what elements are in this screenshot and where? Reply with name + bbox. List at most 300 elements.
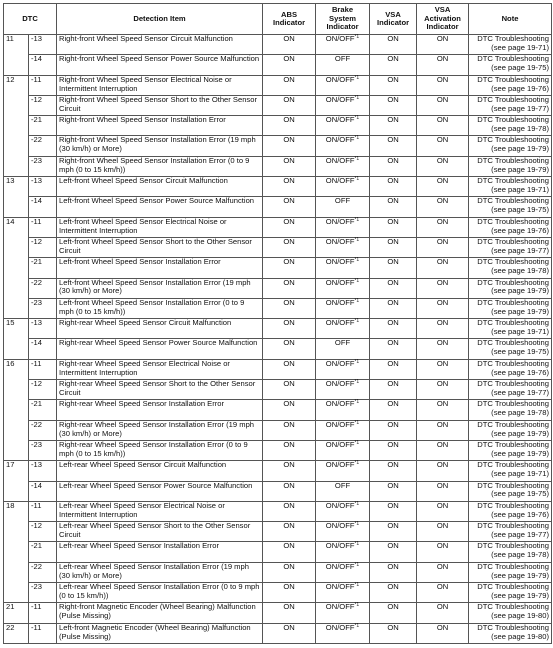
brake-indicator-cell (316, 583, 370, 603)
dtc-sub-code: -11 (29, 603, 57, 623)
footnote-marker: *1 (354, 419, 360, 426)
vsa-indicator-value: ON (370, 258, 417, 278)
footnote-marker: *1 (354, 500, 360, 507)
detection-item: Left-rear Wheel Speed Sensor Electrical Noise or Intermittent Interruption (57, 501, 263, 521)
brake-indicator-cell (316, 319, 370, 339)
vsa-indicator-value: ON (370, 522, 417, 542)
abs-indicator-value: ON (263, 95, 316, 115)
vsa-activation-indicator-value: ON (417, 339, 469, 359)
abs-indicator-value: ON (263, 319, 316, 339)
abs-indicator-value: ON (263, 136, 316, 156)
table-row (4, 35, 552, 55)
vsa-indicator-value: ON (370, 136, 417, 156)
brake-indicator-value: ON/OFF (325, 257, 355, 267)
footnote-marker: *1 (354, 297, 360, 304)
abs-indicator-value: ON (263, 583, 316, 603)
dtc-main-code: 21 (4, 603, 29, 623)
brake-indicator-value: ON/OFF (325, 94, 355, 104)
detection-item: Right-front Wheel Speed Sensor Installation Error (19 mph (30 km/h) or More) (57, 136, 263, 156)
brake-indicator-cell (316, 217, 370, 237)
detection-item: Right-rear Wheel Speed Sensor Power Source Malfunction (57, 339, 263, 359)
vsa-activation-indicator-value: ON (417, 420, 469, 440)
table-row (4, 522, 552, 542)
brake-indicator-value: ON/OFF (325, 419, 355, 429)
abs-indicator-value: ON (263, 156, 316, 176)
table-row (4, 583, 552, 603)
footnote-marker: *1 (354, 257, 360, 264)
vsa-indicator-value: ON (370, 35, 417, 55)
table-row (4, 380, 552, 400)
brake-indicator-cell (316, 461, 370, 481)
brake-indicator-value: ON/OFF (325, 358, 355, 368)
footnote-marker: *1 (354, 277, 360, 284)
table-row (4, 116, 552, 136)
dtc-sub-code: -13 (29, 461, 57, 481)
dtc-sub-code: -11 (29, 359, 57, 379)
note-link: DTC Troubleshooting (see page 19-78) (469, 542, 552, 562)
brake-indicator-cell (316, 603, 370, 623)
footnote-marker: *1 (354, 602, 360, 609)
brake-indicator-value: ON/OFF (325, 34, 355, 43)
brake-indicator-cell (316, 156, 370, 176)
vsa-activation-indicator-value: ON (417, 258, 469, 278)
table-row (4, 461, 552, 481)
detection-item: Right-rear Wheel Speed Sensor Installation Error (57, 400, 263, 420)
abs-indicator-value: ON (263, 197, 316, 217)
note-link: DTC Troubleshooting (see page 19-75) (469, 197, 552, 217)
footnote-marker: *1 (354, 135, 360, 142)
note-link: DTC Troubleshooting (see page 19-80) (469, 623, 552, 643)
footnote-marker: *1 (354, 541, 360, 548)
dtc-sub-code: -14 (29, 197, 57, 217)
note-link: DTC Troubleshooting (see page 19-78) (469, 400, 552, 420)
note-link: DTC Troubleshooting (see page 19-79) (469, 278, 552, 298)
note-link: DTC Troubleshooting (see page 19-71) (469, 177, 552, 197)
brake-indicator-cell (316, 623, 370, 643)
vsa-activation-indicator-value: ON (417, 278, 469, 298)
dtc-main-code: 12 (4, 75, 29, 176)
brake-indicator-value: ON/OFF (325, 521, 355, 531)
table-row (4, 562, 552, 582)
vsa-indicator-value: ON (370, 55, 417, 75)
brake-indicator-value: ON/OFF (325, 602, 355, 612)
vsa-activation-indicator-value: ON (417, 440, 469, 460)
dtc-main-code: 13 (4, 177, 29, 218)
brake-indicator-value: ON/OFF (325, 318, 355, 328)
brake-indicator-cell (316, 116, 370, 136)
header-dtc: DTC (4, 4, 57, 35)
note-link: DTC Troubleshooting (see page 19-79) (469, 156, 552, 176)
table-row (4, 501, 552, 521)
note-link: DTC Troubleshooting (see page 19-76) (469, 217, 552, 237)
table-row (4, 481, 552, 501)
vsa-activation-indicator-value: ON (417, 177, 469, 197)
dtc-sub-code: -22 (29, 420, 57, 440)
brake-indicator-value: ON/OFF (325, 115, 355, 125)
detection-item: Left-rear Wheel Speed Sensor Power Source Malfunction (57, 481, 263, 501)
dtc-sub-code: -12 (29, 237, 57, 257)
vsa-indicator-value: ON (370, 75, 417, 95)
vsa-indicator-value: ON (370, 461, 417, 481)
table-row (4, 603, 552, 623)
brake-indicator-value: ON/OFF (325, 176, 355, 186)
brake-indicator-cell (316, 258, 370, 278)
footnote-marker: *1 (354, 460, 360, 467)
brake-indicator-cell (316, 95, 370, 115)
vsa-activation-indicator-value: ON (417, 359, 469, 379)
table-row (4, 258, 552, 278)
brake-indicator-cell (316, 298, 370, 318)
dtc-sub-code: -11 (29, 623, 57, 643)
abs-indicator-value: ON (263, 298, 316, 318)
dtc-sub-code: -12 (29, 380, 57, 400)
dtc-main-code: 11 (4, 35, 29, 76)
dtc-main-code: 16 (4, 359, 29, 460)
dtc-sub-code: -13 (29, 319, 57, 339)
note-link: DTC Troubleshooting (see page 19-71) (469, 319, 552, 339)
vsa-activation-indicator-value: ON (417, 217, 469, 237)
dtc-sub-code: -23 (29, 298, 57, 318)
brake-indicator-value: ON/OFF (325, 460, 355, 470)
brake-indicator-cell (316, 339, 370, 359)
vsa-indicator-value: ON (370, 400, 417, 420)
note-link: DTC Troubleshooting (see page 19-78) (469, 116, 552, 136)
brake-indicator-cell (316, 197, 370, 217)
note-link: DTC Troubleshooting (see page 19-78) (469, 258, 552, 278)
abs-indicator-value: ON (263, 217, 316, 237)
vsa-activation-indicator-value: ON (417, 400, 469, 420)
table-row (4, 217, 552, 237)
vsa-activation-indicator-value: ON (417, 156, 469, 176)
vsa-indicator-value: ON (370, 481, 417, 501)
table-row (4, 298, 552, 318)
detection-item: Left-front Wheel Speed Sensor Power Source Malfunction (57, 197, 263, 217)
brake-indicator-value: ON/OFF (325, 541, 355, 551)
vsa-indicator-value: ON (370, 380, 417, 400)
dtc-sub-code: -21 (29, 116, 57, 136)
brake-indicator-value: OFF (334, 196, 351, 206)
detection-item: Left-front Wheel Speed Sensor Installation Error (19 mph (30 km/h) or More) (57, 278, 263, 298)
detection-item: Left-front Wheel Speed Sensor Installation Error (0 to 9 mph (0 to 15 km/h)) (57, 298, 263, 318)
header-vsa-indicator: VSA Indicator (370, 4, 417, 35)
note-link: DTC Troubleshooting (see page 19-77) (469, 522, 552, 542)
brake-indicator-cell (316, 35, 370, 55)
table-row (4, 420, 552, 440)
dtc-sub-code: -11 (29, 501, 57, 521)
vsa-indicator-value: ON (370, 623, 417, 643)
brake-indicator-cell (316, 55, 370, 75)
note-link: DTC Troubleshooting (see page 19-76) (469, 75, 552, 95)
note-link: DTC Troubleshooting (see page 19-79) (469, 298, 552, 318)
note-link: DTC Troubleshooting (see page 19-76) (469, 501, 552, 521)
vsa-indicator-value: ON (370, 116, 417, 136)
brake-indicator-value: ON/OFF (325, 216, 355, 226)
abs-indicator-value: ON (263, 359, 316, 379)
brake-indicator-cell (316, 278, 370, 298)
table-row (4, 156, 552, 176)
vsa-indicator-value: ON (370, 95, 417, 115)
abs-indicator-value: ON (263, 603, 316, 623)
brake-indicator-cell (316, 400, 370, 420)
dtc-sub-code: -23 (29, 583, 57, 603)
brake-indicator-value: ON/OFF (325, 561, 355, 571)
note-link: DTC Troubleshooting (see page 19-77) (469, 95, 552, 115)
footnote-marker: *1 (354, 34, 360, 40)
header-vsa-activation-indicator: VSA Activation Indicator (417, 4, 469, 35)
vsa-activation-indicator-value: ON (417, 583, 469, 603)
header-abs-indicator: ABS Indicator (263, 4, 316, 35)
note-link: DTC Troubleshooting (see page 19-76) (469, 359, 552, 379)
abs-indicator-value: ON (263, 542, 316, 562)
brake-indicator-value: ON/OFF (325, 379, 355, 389)
detection-item: Left-rear Wheel Speed Sensor Short to the Other Sensor Circuit (57, 522, 263, 542)
abs-indicator-value: ON (263, 75, 316, 95)
vsa-activation-indicator-value: ON (417, 461, 469, 481)
brake-indicator-value: ON/OFF (325, 582, 355, 592)
vsa-indicator-value: ON (370, 562, 417, 582)
footnote-marker: *1 (354, 236, 360, 243)
vsa-activation-indicator-value: ON (417, 562, 469, 582)
vsa-indicator-value: ON (370, 197, 417, 217)
note-link: DTC Troubleshooting (see page 19-79) (469, 562, 552, 582)
dtc-sub-code: -21 (29, 258, 57, 278)
dtc-sub-code: -22 (29, 562, 57, 582)
header-brake-system-indicator: Brake System Indicator (316, 4, 370, 35)
table-row (4, 623, 552, 643)
note-link: DTC Troubleshooting (see page 19-71) (469, 461, 552, 481)
brake-indicator-cell (316, 481, 370, 501)
abs-indicator-value: ON (263, 461, 316, 481)
dtc-sub-code: -11 (29, 217, 57, 237)
vsa-indicator-value: ON (370, 278, 417, 298)
abs-indicator-value: ON (263, 400, 316, 420)
detection-item: Right-front Wheel Speed Sensor Installation Error (0 to 9 mph (0 to 15 km/h)) (57, 156, 263, 176)
dtc-table (3, 3, 552, 644)
vsa-indicator-value: ON (370, 217, 417, 237)
brake-indicator-cell (316, 501, 370, 521)
detection-item: Left-rear Wheel Speed Sensor Circuit Malfunction (57, 461, 263, 481)
dtc-sub-code: -13 (29, 35, 57, 55)
detection-item: Right-rear Wheel Speed Sensor Short to the Other Sensor Circuit (57, 380, 263, 400)
dtc-sub-code: -12 (29, 522, 57, 542)
note-link: DTC Troubleshooting (see page 19-75) (469, 339, 552, 359)
dtc-sub-code: -14 (29, 55, 57, 75)
table-row (4, 197, 552, 217)
vsa-indicator-value: ON (370, 583, 417, 603)
vsa-indicator-value: ON (370, 339, 417, 359)
vsa-indicator-value: ON (370, 319, 417, 339)
footnote-marker: *1 (354, 399, 360, 406)
dtc-main-code: 22 (4, 623, 29, 643)
detection-item: Right-front Wheel Speed Sensor Electrical Noise or Intermittent Interruption (57, 75, 263, 95)
header-note: Note (469, 4, 552, 35)
table-row (4, 136, 552, 156)
table-row (4, 339, 552, 359)
dtc-sub-code: -12 (29, 95, 57, 115)
brake-indicator-value: ON/OFF (325, 135, 355, 145)
brake-indicator-cell (316, 562, 370, 582)
dtc-sub-code: -23 (29, 440, 57, 460)
detection-item: Left-rear Wheel Speed Sensor Installation Error (19 mph (30 km/h) or More) (57, 562, 263, 582)
abs-indicator-value: ON (263, 35, 316, 55)
brake-indicator-value: ON/OFF (325, 74, 355, 84)
detection-item: Right-front Wheel Speed Sensor Short to the Other Sensor Circuit (57, 95, 263, 115)
detection-item: Left-front Wheel Speed Sensor Electrical Noise or Intermittent Interruption (57, 217, 263, 237)
detection-item: Right-front Wheel Speed Sensor Circuit Malfunction (57, 35, 263, 55)
vsa-activation-indicator-value: ON (417, 522, 469, 542)
table-row (4, 278, 552, 298)
vsa-activation-indicator-value: ON (417, 542, 469, 562)
table-row (4, 359, 552, 379)
abs-indicator-value: ON (263, 278, 316, 298)
abs-indicator-value: ON (263, 522, 316, 542)
brake-indicator-cell (316, 359, 370, 379)
note-link: DTC Troubleshooting (see page 19-79) (469, 136, 552, 156)
vsa-activation-indicator-value: ON (417, 95, 469, 115)
dtc-table-body (4, 35, 552, 644)
abs-indicator-value: ON (263, 339, 316, 359)
brake-indicator-value: OFF (334, 480, 351, 490)
vsa-activation-indicator-value: ON (417, 623, 469, 643)
brake-indicator-cell (316, 542, 370, 562)
dtc-sub-code: -13 (29, 177, 57, 197)
brake-indicator-cell (316, 177, 370, 197)
table-row (4, 400, 552, 420)
vsa-indicator-value: ON (370, 603, 417, 623)
table-row (4, 75, 552, 95)
brake-indicator-value: ON/OFF (325, 439, 355, 449)
footnote-marker: *1 (354, 155, 360, 162)
table-row (4, 237, 552, 257)
detection-item: Right-front Wheel Speed Sensor Installation Error (57, 116, 263, 136)
vsa-indicator-value: ON (370, 359, 417, 379)
brake-indicator-value: ON/OFF (325, 622, 355, 632)
vsa-indicator-value: ON (370, 440, 417, 460)
brake-indicator-value: ON/OFF (325, 500, 355, 510)
dtc-main-code: 18 (4, 501, 29, 602)
dtc-sub-code: -21 (29, 400, 57, 420)
detection-item: Left-front Wheel Speed Sensor Short to the Other Sensor Circuit (57, 237, 263, 257)
dtc-sub-code: -22 (29, 278, 57, 298)
dtc-sub-code: -14 (29, 339, 57, 359)
brake-indicator-cell (316, 420, 370, 440)
footnote-marker: *1 (354, 94, 360, 101)
table-row (4, 55, 552, 75)
note-link: DTC Troubleshooting (see page 19-79) (469, 583, 552, 603)
footnote-marker: *1 (354, 379, 360, 386)
note-link: DTC Troubleshooting (see page 19-75) (469, 55, 552, 75)
table-row (4, 319, 552, 339)
table-row (4, 177, 552, 197)
vsa-activation-indicator-value: ON (417, 501, 469, 521)
footnote-marker: *1 (354, 216, 360, 223)
abs-indicator-value: ON (263, 380, 316, 400)
abs-indicator-value: ON (263, 420, 316, 440)
vsa-activation-indicator-value: ON (417, 75, 469, 95)
dtc-sub-code: -23 (29, 156, 57, 176)
detection-item: Right-rear Wheel Speed Sensor Electrical Noise or Intermittent Interruption (57, 359, 263, 379)
brake-indicator-value: ON/OFF (325, 399, 355, 409)
footnote-marker: *1 (354, 176, 360, 183)
header-detection-item: Detection Item (57, 4, 263, 35)
abs-indicator-value: ON (263, 177, 316, 197)
dtc-main-code: 17 (4, 461, 29, 502)
vsa-activation-indicator-value: ON (417, 197, 469, 217)
vsa-activation-indicator-value: ON (417, 319, 469, 339)
dtc-sub-code: -11 (29, 75, 57, 95)
note-link: DTC Troubleshooting (see page 19-80) (469, 603, 552, 623)
brake-indicator-cell (316, 136, 370, 156)
vsa-indicator-value: ON (370, 177, 417, 197)
footnote-marker: *1 (354, 561, 360, 568)
brake-indicator-cell (316, 440, 370, 460)
brake-indicator-cell (316, 237, 370, 257)
brake-indicator-cell (316, 522, 370, 542)
vsa-activation-indicator-value: ON (417, 136, 469, 156)
brake-indicator-value: ON/OFF (325, 277, 355, 287)
detection-item: Right-front Wheel Speed Sensor Power Source Malfunction (57, 55, 263, 75)
vsa-activation-indicator-value: ON (417, 603, 469, 623)
vsa-activation-indicator-value: ON (417, 481, 469, 501)
footnote-marker: *1 (354, 318, 360, 325)
detection-item: Right-rear Wheel Speed Sensor Installation Error (0 to 9 mph (0 to 15 km/h)) (57, 440, 263, 460)
table-header-row (4, 4, 552, 35)
abs-indicator-value: ON (263, 481, 316, 501)
table-row (4, 440, 552, 460)
detection-item: Left-rear Wheel Speed Sensor Installation Error (57, 542, 263, 562)
footnote-marker: *1 (354, 622, 360, 629)
dtc-sub-code: -21 (29, 542, 57, 562)
brake-indicator-value: OFF (334, 338, 351, 348)
detection-item: Right-rear Wheel Speed Sensor Circuit Malfunction (57, 319, 263, 339)
vsa-indicator-value: ON (370, 501, 417, 521)
detection-item: Left-front Wheel Speed Sensor Installation Error (57, 258, 263, 278)
vsa-activation-indicator-value: ON (417, 55, 469, 75)
vsa-indicator-value: ON (370, 298, 417, 318)
detection-item: Right-rear Wheel Speed Sensor Installation Error (19 mph (30 km/h) or More) (57, 420, 263, 440)
table-row (4, 95, 552, 115)
footnote-marker: *1 (354, 439, 360, 446)
vsa-indicator-value: ON (370, 156, 417, 176)
vsa-indicator-value: ON (370, 420, 417, 440)
vsa-activation-indicator-value: ON (417, 298, 469, 318)
footnote-marker: *1 (354, 521, 360, 528)
abs-indicator-value: ON (263, 501, 316, 521)
dtc-sub-code: -14 (29, 481, 57, 501)
dtc-sub-code: -22 (29, 136, 57, 156)
vsa-activation-indicator-value: ON (417, 380, 469, 400)
brake-indicator-value: ON/OFF (325, 297, 355, 307)
brake-indicator-value: OFF (334, 54, 351, 64)
note-link: DTC Troubleshooting (see page 19-75) (469, 481, 552, 501)
vsa-indicator-value: ON (370, 237, 417, 257)
detection-item: Left-rear Wheel Speed Sensor Installation Error (0 to 9 mph (0 to 15 km/h)) (57, 583, 263, 603)
abs-indicator-value: ON (263, 237, 316, 257)
footnote-marker: *1 (354, 358, 360, 365)
note-link: DTC Troubleshooting (see page 19-71) (469, 35, 552, 55)
abs-indicator-value: ON (263, 562, 316, 582)
vsa-activation-indicator-value: ON (417, 237, 469, 257)
dtc-main-code: 15 (4, 319, 29, 360)
brake-indicator-cell (316, 380, 370, 400)
footnote-marker: *1 (354, 74, 360, 81)
abs-indicator-value: ON (263, 116, 316, 136)
abs-indicator-value: ON (263, 55, 316, 75)
vsa-activation-indicator-value: ON (417, 116, 469, 136)
brake-indicator-value: ON/OFF (325, 236, 355, 246)
dtc-main-code: 14 (4, 217, 29, 318)
note-link: DTC Troubleshooting (see page 19-79) (469, 420, 552, 440)
